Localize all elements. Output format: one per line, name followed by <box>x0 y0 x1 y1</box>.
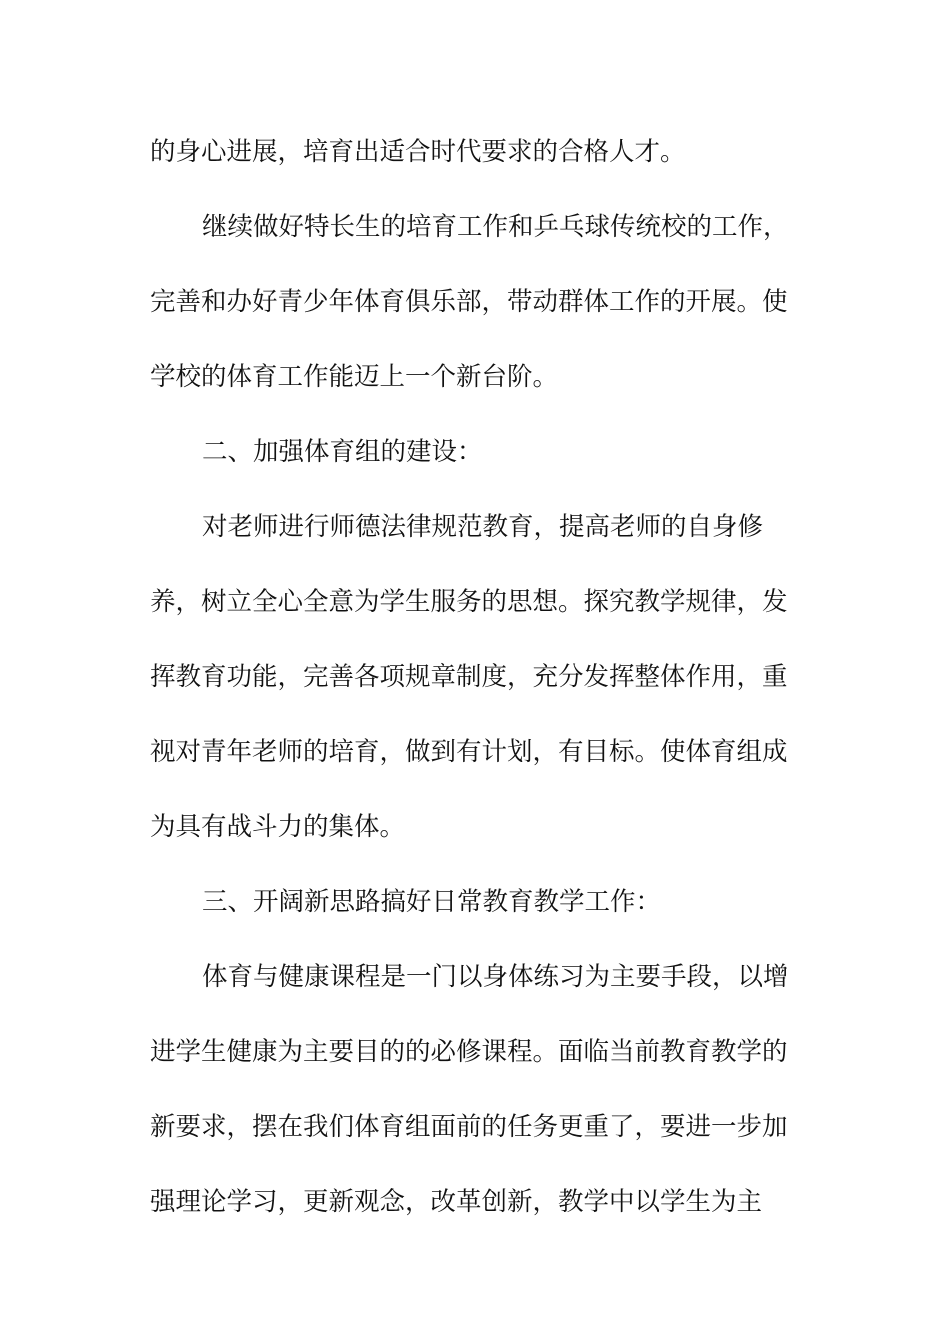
text-line: 进学生健康为主要目的的必修课程。面临当前教育教学的 <box>150 1037 788 1067</box>
text-line: 视对青年老师的培育，做到有计划，有目标。使体育组成 <box>150 737 788 767</box>
text-line: 挥教育功能，完善各项规章制度，充分发挥整体作用，重 <box>150 662 788 692</box>
text-line: 养，树立全心全意为学生服务的思想。探究教学规律，发 <box>150 587 788 617</box>
text-line: 强理论学习，更新观念，改革创新，教学中以学生为主 <box>150 1187 763 1217</box>
text-line: 为具有战斗力的集体。 <box>150 812 406 842</box>
paragraph-first-line: 对老师进行师德法律规范教育，提高老师的自身修 <box>202 512 764 542</box>
paragraph-first-line: 继续做好特长生的培育工作和乒乓球传统校的工作， <box>202 212 789 242</box>
paragraph-first-line: 体育与健康课程是一门以身体练习为主要手段，以增 <box>202 962 789 992</box>
text-line: 的身心进展，培育出适合时代要求的合格人才。 <box>150 137 686 167</box>
text-line: 学校的体育工作能迈上一个新台阶。 <box>150 362 559 392</box>
text-line: 新要求，摆在我们体育组面前的任务更重了，要进一步加 <box>150 1112 788 1142</box>
text-line: 完善和办好青少年体育俱乐部，带动群体工作的开展。使 <box>150 287 788 317</box>
section-heading: 二、加强体育组的建设： <box>202 437 483 467</box>
section-heading: 三、开阔新思路搞好日常教育教学工作： <box>202 887 662 917</box>
